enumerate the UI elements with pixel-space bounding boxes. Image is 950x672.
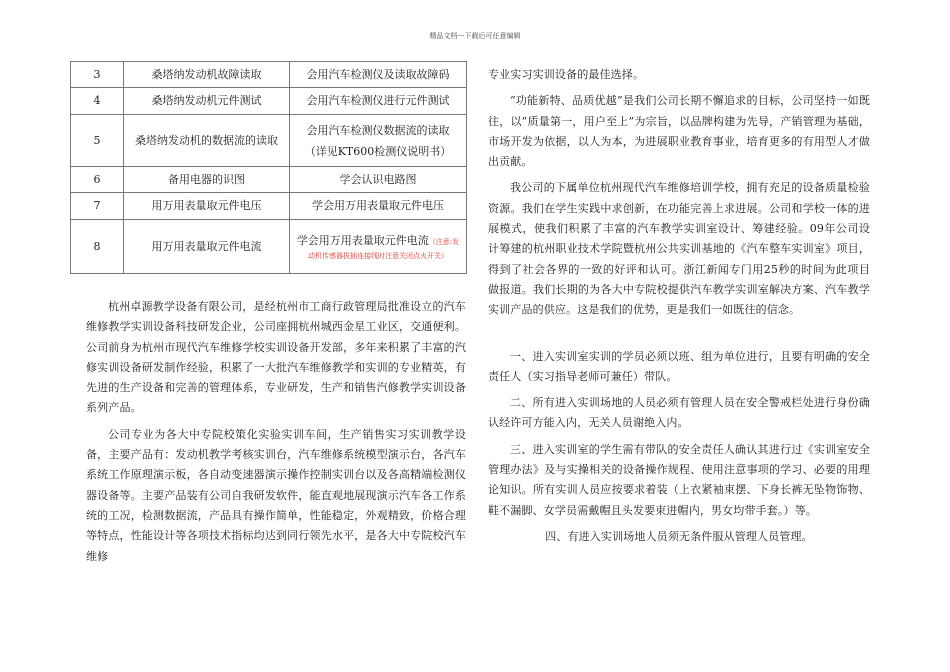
row-content: 学会用万用表量取元件电流 (296, 233, 429, 247)
section-gap (488, 321, 870, 347)
rule-item: 一、进入实训室实训的学员必须以班、组为单位进行，且要有明确的安全责任人（实习指导老师可兼任）带队。 (488, 349, 870, 383)
safety-note: （注意:发动机传感器拔插连接线时注意关闭点火开关） (308, 237, 460, 260)
row-content-cell (290, 115, 467, 167)
row-content: 学会认识电路图 (290, 167, 467, 193)
table-row (71, 62, 467, 88)
row-item: 用万用表量取元件电流 (124, 220, 290, 274)
row-number: 8 (71, 220, 124, 274)
row-number: 3 (71, 62, 124, 88)
row-item: 备用电器的识图 (124, 167, 290, 193)
row-content: 会用汽车检测仪进行元件测试 (290, 88, 467, 115)
intro-paragraph: 杭州卓源教学设备有限公司，是经杭州市工商行政管理局批准设立的汽车维修教学实训设备科技研发企业，公司座拥杭州城西金星工业区，交通便利。公司前身为杭州市现代汽车维修学校实训设备开发部，多年来积累了丰富的汽修实训设备研发制作经验，积累了一大批汽车维修教学和实训的专业精英，有先进的生产设备和完善的管理体系，专业研发，生产和销售汽修教学实训设备系列产品。 (86, 300, 466, 415)
row-content-cell (290, 220, 467, 274)
training-steps-table (70, 61, 467, 274)
row-item: 用万用表量取元件电压 (124, 193, 290, 220)
table-row (71, 220, 467, 274)
row-number: 5 (71, 115, 124, 167)
right-column (488, 65, 870, 547)
intro-paragraph: 公司专业为各大中专院校策化实验实训车间，生产销售实习实训教学设备，主要产品有：发动机教学考核实训台，汽车维修系统模型演示台，各汽车系统工作原理演示板，各自动变速器演示操作控制实训台以及各高精端检测仪器设备等。主要产品装有公司自我研发软件，能直观地展现演示汽车各工作系统的工况，检测数据流，产品具有操作简单，性能稳定，外观精致，价格合理等特点，性能设计等各项技术指标均达到同行领先水平，是各大中专院校汽车维修 (86, 427, 466, 563)
row-content: 会用汽车检测仪数据流的读取 (306, 123, 450, 137)
page-header: 精品文档---下载后可任意编辑 (429, 32, 521, 40)
row-content: 会用汽车检测仪及读取故障码 (290, 62, 467, 88)
table-row (71, 88, 467, 115)
rule-item: 三、进入实训室的学生需有带队的安全责任人确认其进行过《实训室安全管理办法》及与实操相关的设备操作规程、使用注意事项的学习、必要的用理论知识。所有实训人员应按要求着装（上衣紧袖束摆、下身长裤无坠物饰物、鞋不漏脚、女学员需戴帽且头发要束进帽内，男女均带手套。）等。 (488, 442, 870, 517)
row-number: 7 (71, 193, 124, 220)
continued-paragraph: 专业实习实训设备的最佳选择。 (488, 68, 645, 81)
table-row (71, 167, 467, 193)
row-item: 桑塔纳发动机的数据流的读取 (124, 115, 290, 167)
table-row (71, 115, 467, 167)
row-number: 4 (71, 88, 124, 115)
row-item: 桑塔纳发动机故障读取 (124, 62, 290, 88)
rule-item: 二、所有进入实训场地的人员必须有管理人员在安全警戒栏处进行身份确认经许可方能入内，无关人员谢绝入内。 (488, 396, 870, 430)
school-paragraph: 我公司的下属单位杭州现代汽车维修培训学校，拥有充足的设备质量检验资源。我们在学生实践中求创新，在功能完善上求进展。公司和学校一体的进展模式，使我们积累了丰富的汽车教学实训室设计、筹建经验。09年公司设计筹建的杭州职业技术学院暨杭州公共实训基地的《汽车整车实训室》项目，得到了社会各界的一致的好评和认可。浙江新闻专门用25秒的时间为此项目做报道。我们长期的为各大中专院校提供汽车教学实训室解决方案、汽车教学实训产品的供应。这是我们的优势，更是我们一如既往的信念。 (488, 181, 870, 317)
company-intro-column (86, 297, 466, 567)
slogan-paragraph: “功能新特、品质优越”是我们公司长期不懈追求的目标，公司坚持一如既往，以”质量第一，用户至上”为宗旨，以品牌构建为先导，产销管理为基础，市场开发为依据，以人为本，为进展职业教育事业，培育更多的有用型人才做出贡献。 (488, 94, 870, 169)
rule-item: 四、有进入实训场地人员须无条件服从管理人员管理。 (545, 529, 813, 543)
row-number: 6 (71, 167, 124, 193)
row-item: 桑塔纳发动机元件测试 (124, 88, 290, 115)
row-content: 学会用万用表量取元件电压 (290, 193, 467, 220)
row-content-detail: （详见KT600检测仪说明书） (304, 144, 452, 158)
table-row (71, 193, 467, 220)
